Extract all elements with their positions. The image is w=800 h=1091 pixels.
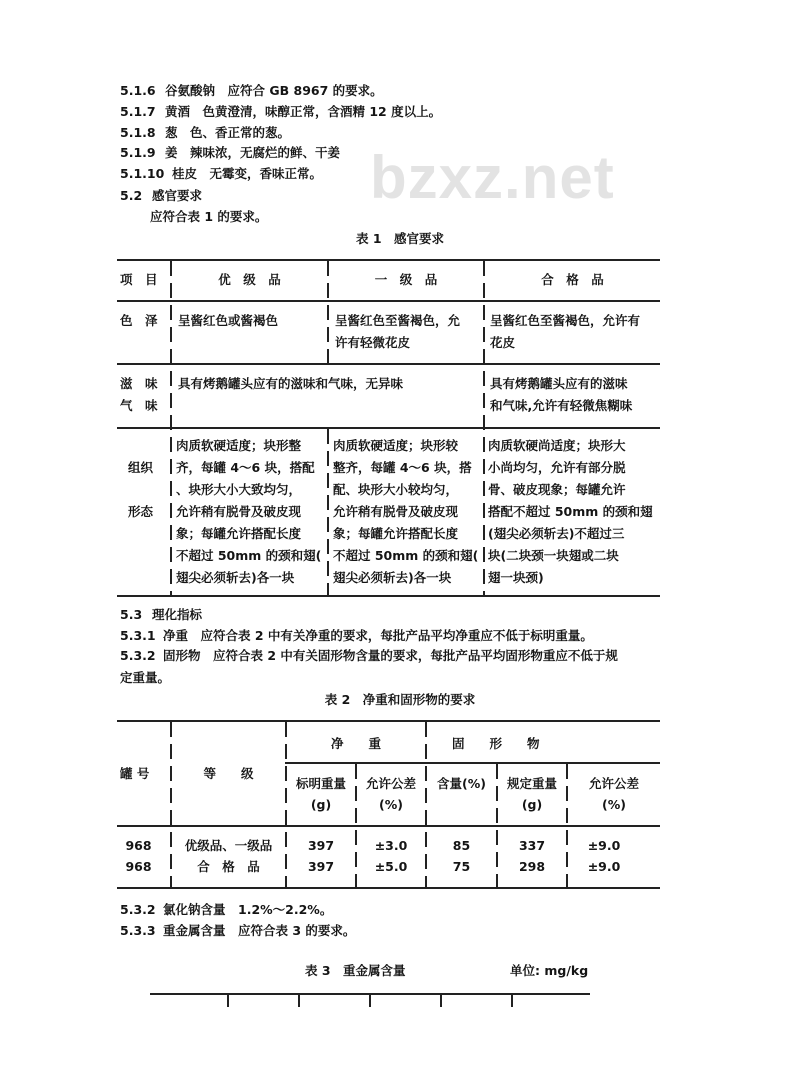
table-cell: 许有轻微花皮: [335, 335, 411, 350]
table-subheader: 标明重量: [295, 776, 346, 791]
para-num: 5.1.10: [120, 166, 165, 181]
table-subheader: (g): [310, 797, 332, 812]
divider: [298, 995, 300, 1007]
table-subheader: 允许公差: [365, 776, 416, 791]
table-cell: ±9.0: [587, 859, 621, 874]
table-cell: 、块形大小大致均匀，: [176, 482, 302, 497]
para-num: 5.1.8: [120, 125, 156, 140]
para-text: 净重 应符合表 2 中有关净重的要求，每批产品平均净重应不低于标明重量。: [163, 628, 593, 643]
table-header: 合 格 品: [541, 272, 604, 287]
table-cell: 呈酱红色或酱褐色: [178, 313, 279, 328]
table-cell: 允许稍有脱骨及破皮现: [176, 504, 302, 519]
table-cell: 968: [125, 859, 152, 874]
table-cell: 397: [307, 838, 335, 853]
table-cell: 花皮: [490, 335, 516, 350]
table-cell: 齐，每罐 4～6 块，搭配: [176, 460, 315, 475]
table-cell: 配、块形大小较均匀，: [333, 482, 459, 497]
table-cell: 397: [307, 859, 335, 874]
table-header: 净 重: [330, 736, 381, 751]
table-cell: 象；每罐允许搭配长度: [333, 526, 459, 541]
table-cell: 具有烤鹅罐头应有的滋味和气味，无异味: [178, 376, 404, 391]
section-title: 理化指标: [152, 607, 203, 622]
para-text: 桂皮 无霉变，香味正常。: [172, 166, 323, 181]
para-num: 5.1.9: [120, 145, 156, 160]
table3-unit: 单位: mg/kg: [510, 963, 589, 978]
table-cell: 搭配不超过 50mm 的颈和翅: [488, 504, 653, 519]
table-cell: 骨、破皮现象；每罐允许: [488, 482, 626, 497]
divider: [483, 261, 485, 595]
para-text: 黄酒 色黄澄清，味醇正常，含酒精 12 度以上。: [165, 104, 442, 119]
table-cell: 不超过 50mm 的颈和翅(: [176, 548, 322, 563]
table-header: 优 级 品: [218, 272, 281, 287]
table-header: 项 目: [120, 272, 158, 287]
table-cell: 肉质软硬尚适度；块形大: [488, 438, 626, 453]
row-label: 组织: [128, 460, 154, 475]
row-label: 滋 味: [120, 376, 158, 391]
divider: [511, 995, 513, 1007]
table-cell: 翅尖必须斩去)各一块: [176, 570, 295, 585]
para-num: 5.3.2: [120, 902, 156, 917]
table-cell: 块(二块颈一块翅或二块: [488, 548, 619, 563]
para-text: 姜 辣味浓，无腐烂的鲜、干姜: [165, 145, 341, 160]
table-cell: 和气味,允许有轻微焦糊味: [490, 398, 633, 413]
table1-title: 表 1 感官要求: [355, 231, 445, 246]
table-header: 等 级: [203, 766, 254, 781]
section-num: 5.3: [120, 607, 143, 622]
table-cell: 允许稍有脱骨及破皮现: [333, 504, 459, 519]
divider: [369, 995, 371, 1007]
para-text: 固形物 应符合表 2 中有关固形物含量的要求，每批产品平均固形物重应不低于规: [163, 648, 618, 663]
divider: [440, 995, 442, 1007]
rule: [117, 259, 660, 261]
table-cell: 翅一块颈): [488, 570, 544, 585]
table-cell: 呈酱红色至酱褐色，允许有: [490, 313, 641, 328]
rule: [117, 595, 660, 597]
table-cell: 968: [125, 838, 152, 853]
para-num: 5.3.2: [120, 648, 156, 663]
table-cell: 合 格 品: [197, 859, 260, 874]
table-subheader: (%): [602, 797, 626, 812]
table-cell: 298: [518, 859, 546, 874]
table-cell: ±3.0: [374, 838, 408, 853]
para-text: 氯化钠含量 1.2%～2.2%。: [163, 902, 333, 917]
section-num: 5.2: [120, 188, 143, 203]
table-header: 罐 号: [120, 766, 150, 781]
rule: [285, 762, 660, 764]
para-num: 5.3.1: [120, 628, 156, 643]
table-header: 一 级 品: [374, 272, 438, 287]
rule: [117, 427, 660, 429]
table-cell: 肉质软硬适度；块形较: [333, 438, 459, 453]
para-num: 5.1.7: [120, 104, 156, 119]
table-cell: (翅尖必须斩去)不超过三: [488, 526, 625, 541]
row-label: 形态: [128, 504, 154, 519]
table-cell: 具有烤鹅罐头应有的滋味: [490, 376, 628, 391]
table-cell: ±5.0: [374, 859, 408, 874]
table-header: 固 形 物: [452, 736, 540, 751]
table-cell: 象；每罐允许搭配长度: [176, 526, 302, 541]
table-subheader: (%): [379, 797, 403, 812]
para-text: 葱 色、香正常的葱。: [165, 125, 291, 140]
watermark: bzxz.net: [370, 144, 615, 211]
table-cell: 优级品、一级品: [184, 838, 273, 853]
row-label: 色 泽: [120, 313, 158, 328]
table-subheader: 允许公差: [588, 776, 639, 791]
table3-title: 表 3 重金属含量: [305, 963, 406, 978]
table-cell: 不超过 50mm 的颈和翅(: [333, 548, 479, 563]
table-subheader: 规定重量: [506, 776, 557, 791]
para-num: 5.3.3: [120, 923, 156, 938]
rule: [117, 825, 660, 827]
table-cell: 肉质软硬适度；块形整: [176, 438, 302, 453]
divider: [327, 429, 329, 595]
para-text: 定重量。: [120, 670, 171, 685]
table2-title: 表 2 净重和固形物的要求: [324, 692, 476, 707]
table-cell: 85: [452, 838, 471, 853]
table-cell: 75: [452, 859, 471, 874]
section-title: 感官要求: [152, 188, 203, 203]
divider: [170, 261, 172, 595]
divider: [227, 995, 229, 1007]
table-cell: ±9.0: [587, 838, 621, 853]
table-cell: 小尚均匀，允许有部分脱: [488, 460, 626, 475]
para-text: 应符合表 1 的要求。: [150, 209, 268, 224]
rule: [117, 720, 660, 722]
para-num: 5.1.6: [120, 83, 156, 98]
rule: [117, 300, 660, 302]
row-label: 气 味: [120, 398, 158, 413]
para-text: 重金属含量 应符合表 3 的要求。: [163, 923, 356, 938]
table-cell: 翅尖必须斩去)各一块: [333, 570, 452, 585]
table-cell: 337: [518, 838, 546, 853]
table-subheader: 含量(%): [437, 776, 486, 791]
para-text: 谷氨酸钠 应符合 GB 8967 的要求。: [165, 83, 383, 98]
table-cell: 呈酱红色至酱褐色，允: [335, 313, 461, 328]
table-cell: 整齐，每罐 4～6 块，搭: [333, 460, 472, 475]
rule: [117, 887, 660, 889]
table-subheader: (g): [521, 797, 543, 812]
rule: [117, 363, 660, 365]
